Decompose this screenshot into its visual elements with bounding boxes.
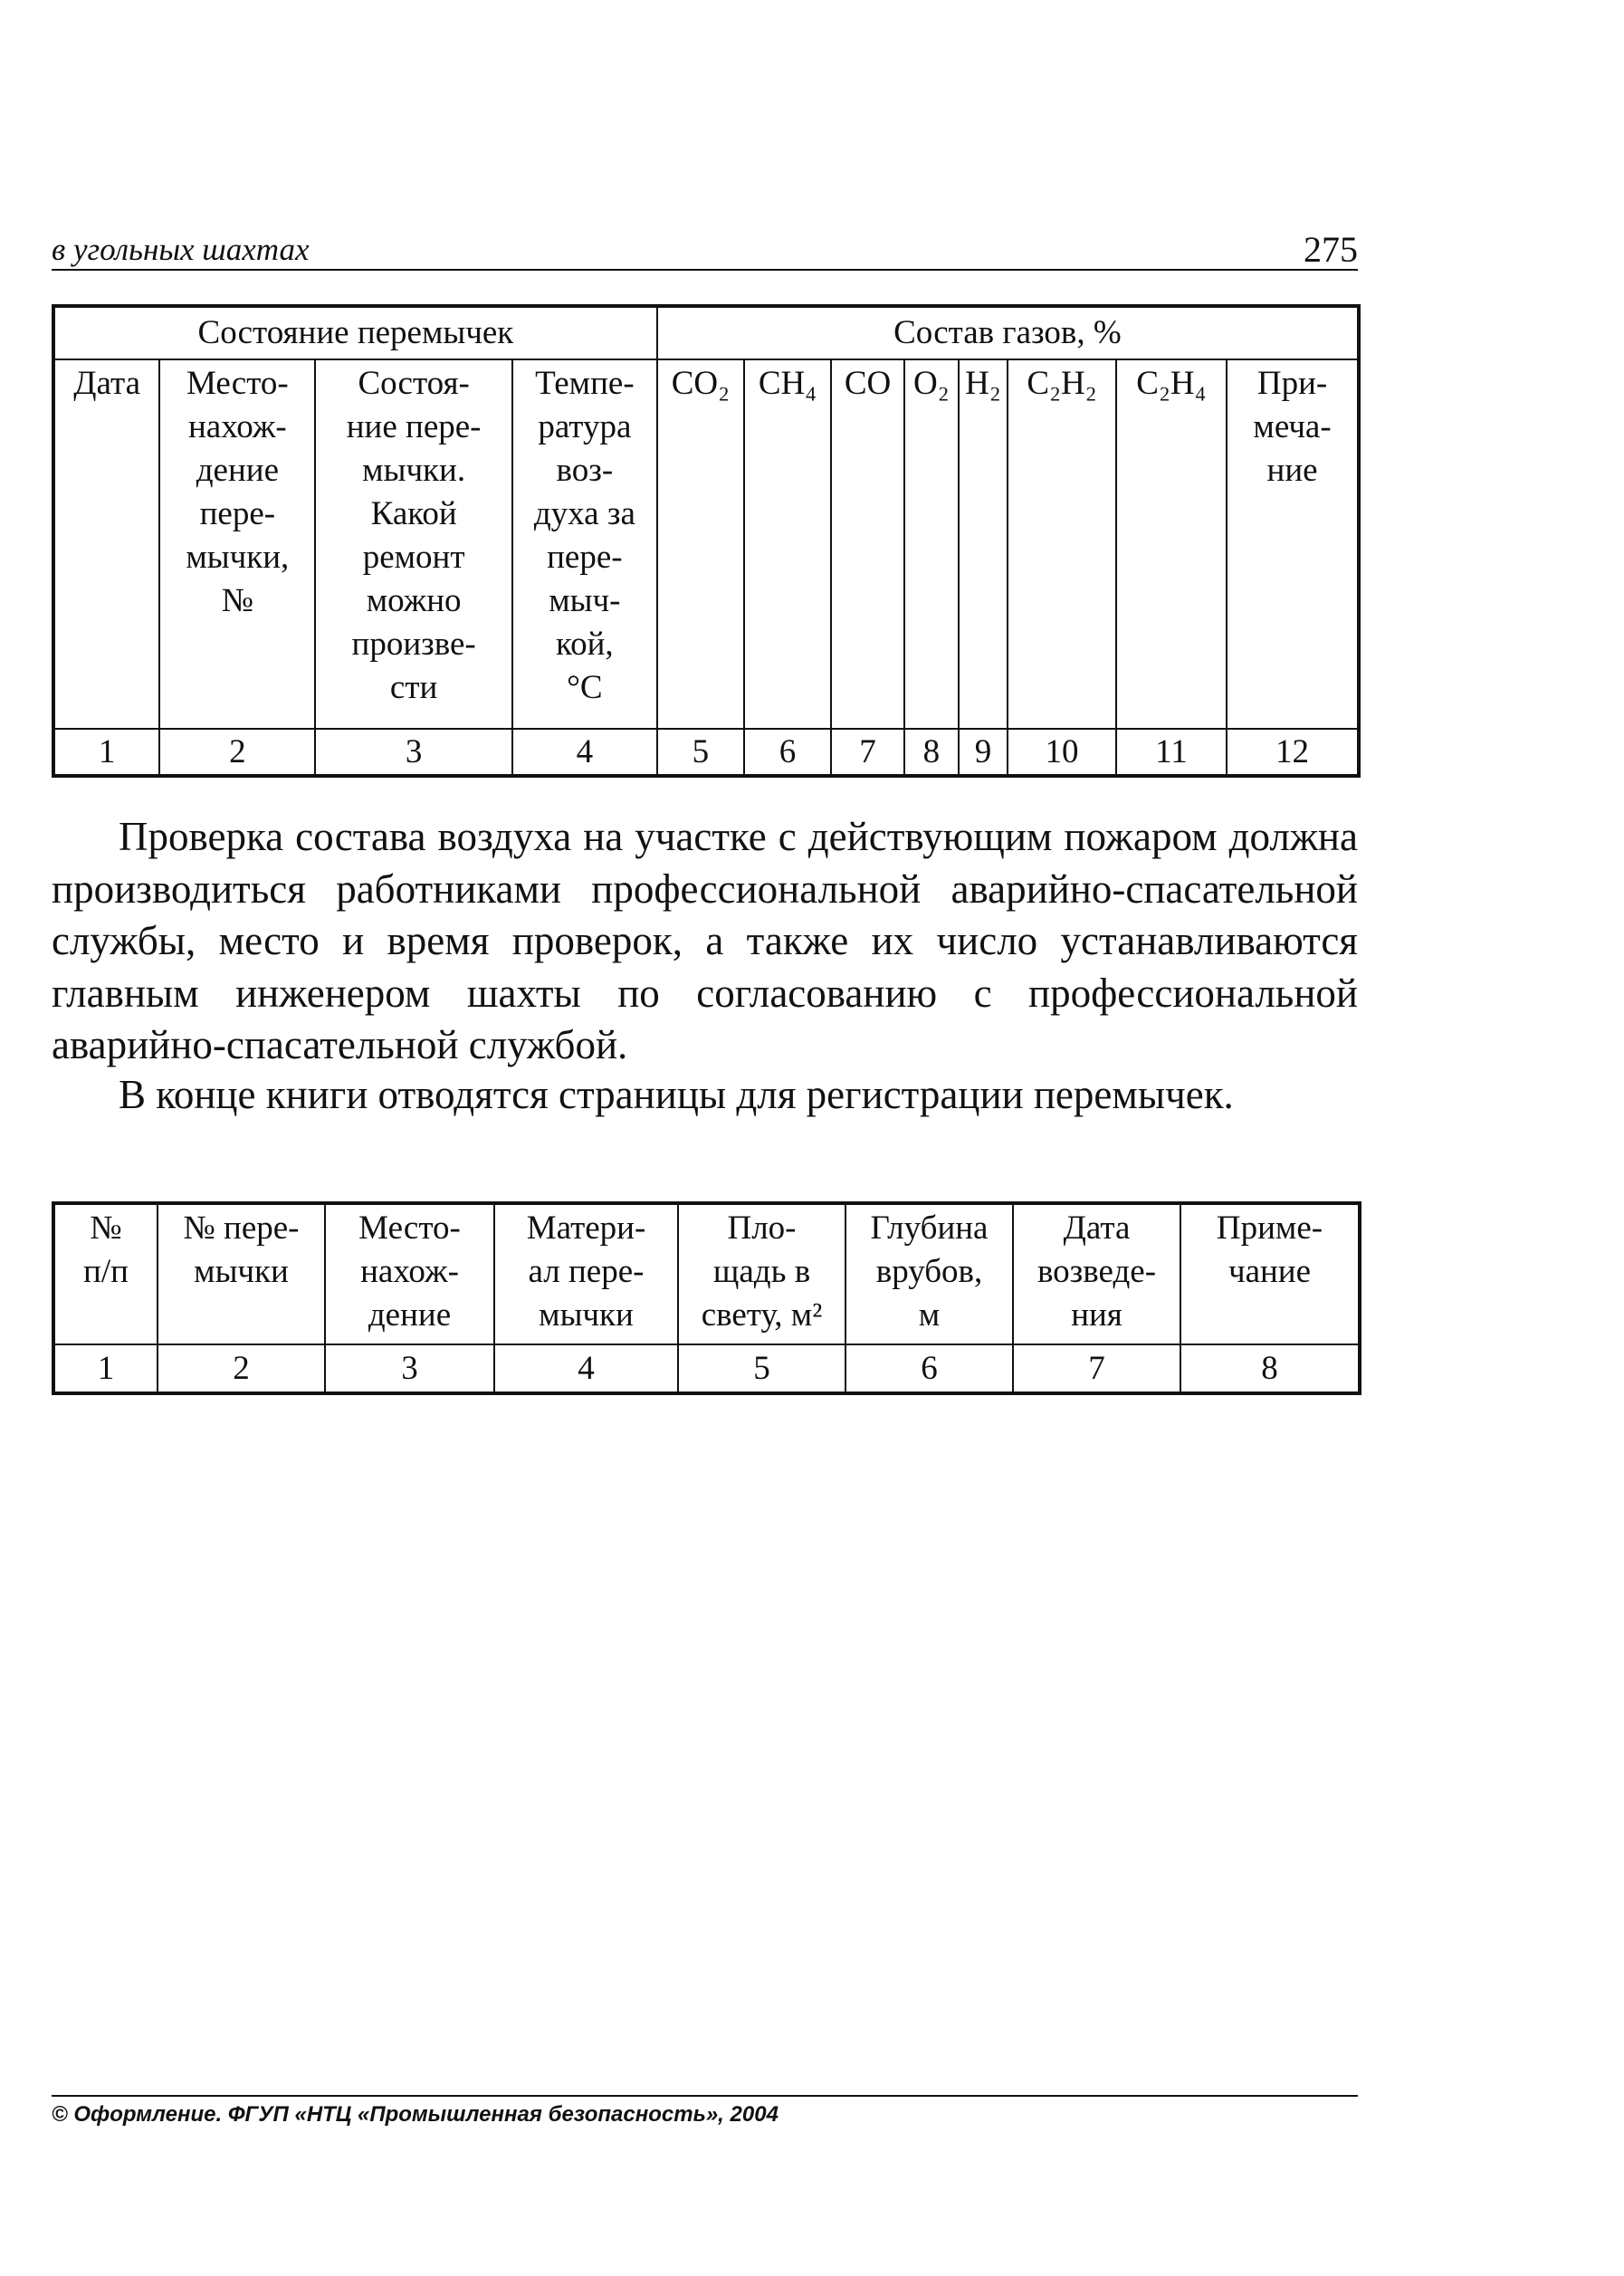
body-paragraph: Проверка состава воздуха на участке с действующим пожаром должна производиться работниками профессиональной аварийно-спасательной службы, место и время проверок, а также их число устанавливаются главным инженером шахты по согласованию с профессиональной аварийно-спасательной службой.: [52, 814, 1358, 1067]
column-header: № п/п: [53, 1203, 158, 1344]
column-number: 3: [315, 729, 512, 776]
group-header-bulkhead-state: Состояние перемычек: [53, 306, 657, 359]
column-header: CO₂: [657, 359, 744, 729]
column-header: C₂H₂: [1008, 359, 1115, 729]
column-number: 4: [512, 729, 657, 776]
gas-composition-table: [52, 304, 1361, 778]
column-number: 7: [1013, 1344, 1180, 1393]
column-number: 5: [657, 729, 744, 776]
column-header: Пло- щадь в свету, м²: [678, 1203, 845, 1344]
running-header: [52, 229, 1358, 270]
header-rule: [52, 269, 1358, 271]
column-number: 11: [1116, 729, 1227, 776]
column-header: H₂: [959, 359, 1008, 729]
column-header: Место- нахож- дение: [325, 1203, 494, 1344]
column-number: 9: [959, 729, 1008, 776]
column-number: 8: [1180, 1344, 1360, 1393]
running-header-title: в угольных шахтах: [52, 232, 310, 267]
body-paragraph: В конце книги отводятся страницы для регистрации перемычек.: [119, 1072, 1234, 1117]
column-number: 1: [53, 729, 159, 776]
column-number: 10: [1008, 729, 1115, 776]
page-number: 275: [1304, 229, 1358, 270]
column-header: № пере- мычки: [158, 1203, 325, 1344]
column-number: 5: [678, 1344, 845, 1393]
column-header: Приме- чание: [1180, 1203, 1360, 1344]
column-header: Место- нахож- дение пере- мычки, №: [159, 359, 315, 729]
bulkhead-register-table: [52, 1201, 1361, 1395]
column-number: 2: [159, 729, 315, 776]
footer-copyright: © Оформление. ФГУП «НТЦ «Промышленная безопасность», 2004: [52, 2102, 779, 2127]
column-number: 1: [53, 1344, 158, 1393]
column-header: Матери- ал пере- мычки: [494, 1203, 678, 1344]
column-header: CO: [831, 359, 904, 729]
column-header: При- меча- ние: [1227, 359, 1359, 729]
column-header: C₂H₄: [1116, 359, 1227, 729]
column-header: Темпе- ратура воз- духа за пере- мыч- кой, °С: [512, 359, 657, 729]
column-number: 6: [744, 729, 831, 776]
column-header: Глубина врубов, м: [845, 1203, 1013, 1344]
column-number: 4: [494, 1344, 678, 1393]
column-number: 6: [845, 1344, 1013, 1393]
column-number: 8: [904, 729, 959, 776]
column-number: 3: [325, 1344, 494, 1393]
group-header-gas-composition: Состав газов, %: [657, 306, 1359, 359]
column-header: Дата возведе- ния: [1013, 1203, 1180, 1344]
column-header: Состоя- ние пере- мычки. Какой ремонт можно произве- сти: [315, 359, 512, 729]
column-header: Дата: [53, 359, 159, 729]
column-header: CH₄: [744, 359, 831, 729]
column-number: 12: [1227, 729, 1359, 776]
column-header: O₂: [904, 359, 959, 729]
column-number: 2: [158, 1344, 325, 1393]
footer-rule: [52, 2095, 1358, 2097]
column-number: 7: [831, 729, 904, 776]
